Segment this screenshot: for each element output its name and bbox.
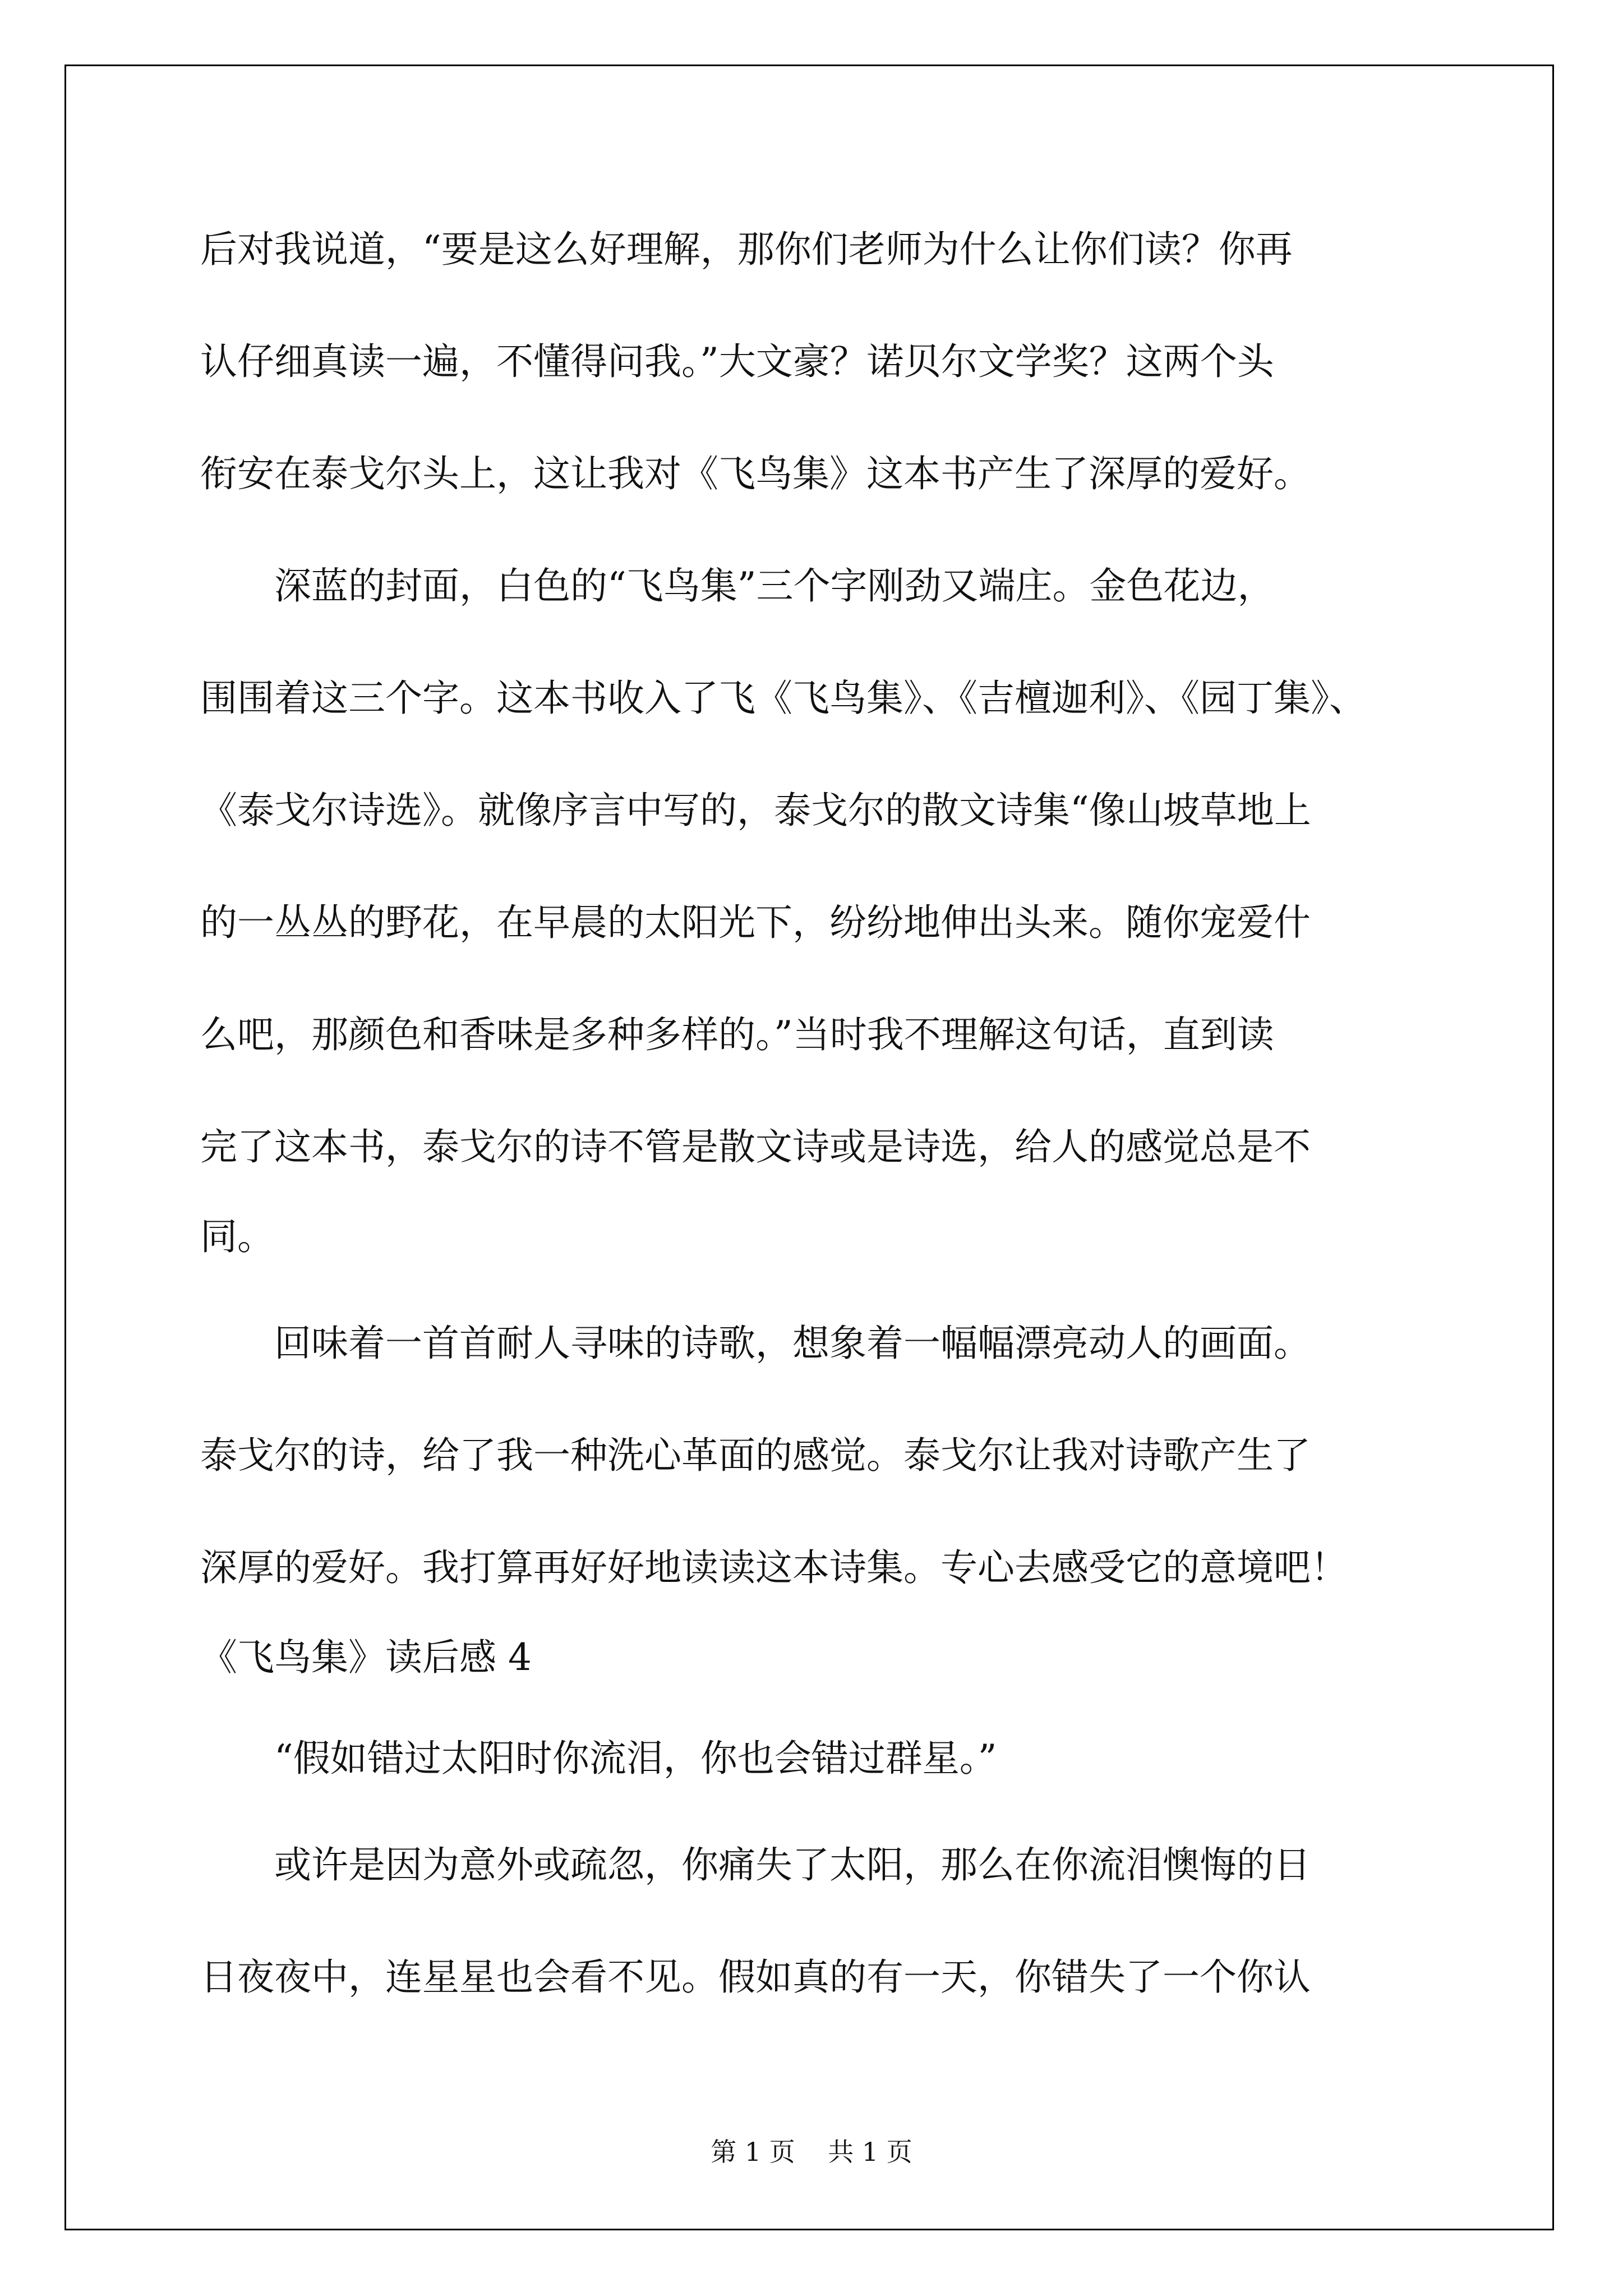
text-line: 泰戈尔的诗，给了我一种洗心革面的感觉。泰戈尔让我对诗歌产生了 (200, 1434, 1311, 1477)
page-number-footer: 第 1 页 共 1 页 (711, 2137, 912, 2167)
text-line: 或许是因为意外或疏忽，你痛失了太阳，那么在你流泪懊悔的日 (200, 1843, 1311, 1887)
text-line: 后对我说道，“要是这么好理解，那你们老师为什么让你们读？你再 (200, 228, 1293, 271)
quote-line: “假如错过太阳时你流泪，你也会错过群星。” (200, 1737, 997, 1780)
section-heading: 《飞鸟集》读后感 4 (200, 1636, 532, 1679)
text-line: 么吧，那颜色和香味是多种多样的。”当时我不理解这句话，直到读 (200, 1013, 1274, 1056)
text-line: 深蓝的封面，白色的“飞鸟集”三个字刚劲又端庄。金色花边， (200, 564, 1275, 608)
text-line: 《泰戈尔诗选》。就像序言中写的，泰戈尔的散文诗集“像山坡草地上 (200, 789, 1311, 832)
text-line: 完了这本书，泰戈尔的诗不管是散文诗或是诗选，给人的感觉总是不 (200, 1125, 1311, 1168)
text-line: 的一丛丛的野花，在早晨的太阳光下，纷纷地伸出头来。随你宠爱什 (200, 901, 1311, 944)
text-line: 深厚的爱好。我打算再好好地读读这本诗集。专心去感受它的意境吧！ (200, 1546, 1348, 1589)
text-line: 回味着一首首耐人寻味的诗歌，想象着一幅幅漂亮动人的画面。 (200, 1322, 1311, 1365)
text-line: 围围着这三个字。这本书收入了飞《飞鸟集》、《吉檀迦利》、《园丁集》、 (200, 677, 1366, 720)
text-line: 同。 (200, 1215, 274, 1258)
text-line: 认仔细真读一遍，不懂得问我。”大文豪？诺贝尔文学奖？这两个头 (200, 340, 1274, 383)
text-line: 衔安在泰戈尔头上，这让我对《飞鸟集》这本书产生了深厚的爱好。 (200, 452, 1311, 495)
text-line: 日夜夜中，连星星也会看不见。假如真的有一天，你错失了一个你认 (200, 1955, 1311, 1999)
